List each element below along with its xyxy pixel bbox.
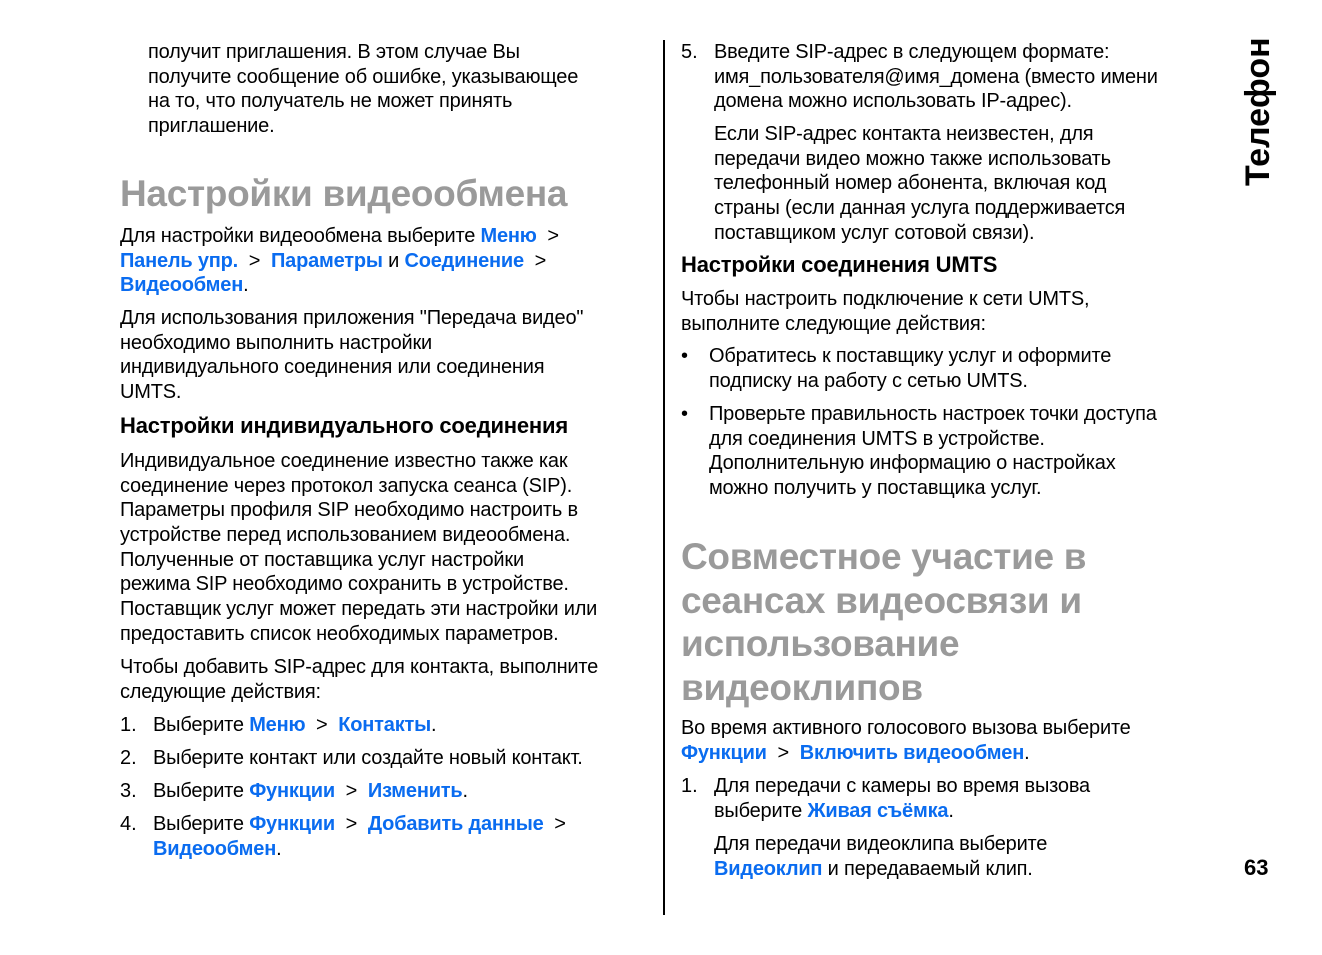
text: Чтобы добавить SIP-адрес для контакта, выполните [120,656,599,678]
text-line [714,65,1158,90]
text-line [120,224,559,249]
text: приглашение. [148,115,275,138]
text-line [709,344,1111,369]
text: получите сообщение об ошибке, указывающее [148,65,579,88]
text-line [120,331,583,356]
text: Обратитесь к поставщику услуг и оформите [709,345,1112,367]
text: > [334,813,368,835]
text-line [120,680,598,705]
text-line [709,427,1157,452]
text: и [382,249,405,272]
text: выполните следующие действия: [681,312,986,335]
text: Выберите [153,813,250,835]
step-4 [153,812,566,861]
text: . [948,799,954,822]
menu-link[interactable]: Параметры [270,249,383,272]
text: индивидуального соединения или соединения [120,356,545,379]
text: Во время активного голосового вызова выберите [681,717,1131,739]
text-line [681,287,1089,312]
text-line [120,474,597,499]
text-line [714,857,1047,882]
text: UMTS. [120,381,182,404]
text-line [714,89,1158,114]
p-usage [120,306,583,405]
text-line [714,221,1125,246]
text-line [709,369,1111,394]
text: Для использования приложения "Передача видео" [120,307,584,329]
text: > [536,225,559,247]
text: Настройки соединения UMTS [681,252,998,277]
text-line [120,355,583,380]
text: Выберите контакт или создайте новый контакт. [153,747,583,769]
text-line [681,252,997,278]
text: > [766,741,800,764]
text: > [238,249,271,272]
step-3 [153,779,468,804]
step-5 [714,40,1158,114]
text-line [120,597,597,622]
text: выберите [714,799,808,822]
text-line [681,666,1086,710]
text: и передаваемый клип. [822,857,1033,880]
p-menu-path [120,224,559,298]
text-line [153,812,566,837]
text-line [120,572,597,597]
text-line [714,122,1125,147]
text: Настройки индивидуального соединения [120,413,568,438]
text: . [1024,741,1030,764]
text: Выберите [153,780,250,802]
menu-link[interactable]: Видеообмен [120,274,244,297]
section-side-title: Телефон [1239,37,1277,186]
list-marker: 1. [120,714,137,736]
menu-link[interactable]: Изменить [367,780,463,802]
text: можно получить у поставщика услуг. [709,477,1042,500]
list-marker: 2. [120,747,137,769]
list-marker: • [681,403,689,425]
menu-link[interactable]: Функции [249,780,335,802]
text-line [120,449,597,474]
text-line [120,523,597,548]
text-line [120,498,597,523]
bullet-1 [709,344,1111,393]
text-line [153,713,436,738]
menu-link[interactable]: Меню [249,714,306,736]
menu-link[interactable]: Видеоклип [714,857,823,880]
text-line [153,746,583,771]
text-line [681,716,1131,741]
text: > [543,813,566,835]
p-add-sip [120,655,598,704]
text: > [334,780,368,802]
p-during-call [681,716,1131,765]
text: Для настройки видеообмена выберите [120,225,481,247]
text: телефонный номер абонента, включая код [714,172,1107,195]
text: устройстве перед использованием видеообмена. [120,524,571,547]
text-line [681,579,1086,623]
text-line [120,622,597,647]
h-sharing [681,535,1086,709]
text: предоставить список необходимых параметров. [120,622,559,645]
text-line [148,114,578,139]
menu-link[interactable]: Видеообмен [153,837,277,860]
text: страны (если данная услуга поддерживается [714,197,1126,220]
text-line [714,196,1125,221]
text: . [243,274,249,297]
menu-link[interactable]: Функции [249,813,335,835]
text-line [714,774,1090,799]
p-videoclip [714,832,1047,881]
menu-link[interactable]: Соединение [404,249,524,272]
text: видеоклипов [681,666,923,708]
text-line [681,312,1089,337]
text-line [148,89,578,114]
p-intro [148,40,578,139]
text-line [714,171,1125,196]
p-unknown-sip [714,122,1125,245]
text: . [276,837,282,860]
text: Для передачи с камеры во время вызова [714,775,1090,797]
text: домена можно использовать IP-адрес). [714,90,1072,113]
text: сеансах видеосвязи и [681,579,1082,621]
step-1 [153,713,436,738]
text-line [120,273,559,298]
text-line [681,622,1086,666]
text: следующие действия: [120,680,321,703]
menu-link[interactable]: Живая съёмка [807,799,949,822]
text-line [120,380,583,405]
text: Настройки видеообмена [120,173,568,214]
text-line [714,799,1090,824]
text-line [714,147,1125,172]
h-video-settings [120,172,567,216]
text: поставщиком услуг сотовой связи). [714,221,1035,244]
text: > [523,249,547,272]
text: режима SIP необходимо сохранить в устройстве. [120,573,569,596]
page-number: 63 [1244,855,1269,880]
text: > [305,714,339,736]
text-line [148,40,578,65]
text: Совместное участие в [681,536,1087,577]
text-line [709,402,1157,427]
menu-link[interactable]: Меню [480,225,537,247]
text: Индивидуальное соединение известно также как [120,450,568,472]
text: Дополнительную информацию о настройках [709,452,1116,475]
text-line [120,413,568,439]
text-line [714,40,1158,65]
text: Введите SIP-адрес в следующем формате: [714,41,1110,63]
text: Полученные от поставщика услуг настройки [120,548,524,571]
text: имя_пользователя@имя_домена (вместо имени [714,65,1158,88]
p-sip [120,449,597,647]
text-line [120,306,583,331]
h-individual [120,413,568,439]
text-line [709,451,1157,476]
column-divider [663,40,665,915]
text-line [681,741,1131,766]
list-marker: 1. [681,775,698,797]
text-line [120,548,597,573]
text-line [120,249,559,274]
text-line [153,779,468,804]
text: Проверьте правильность настроек точки доступа [709,403,1157,425]
text: получит приглашения. В этом случае Вы [148,41,520,63]
text: Если SIP-адрес контакта неизвестен, для [714,123,1094,145]
menu-link[interactable]: Добавить данные [367,813,544,835]
text: на то, что получатель не может принять [148,90,513,113]
text: Выберите [153,714,250,736]
bullet-2 [709,402,1157,501]
text-line [120,172,567,216]
text-line [681,535,1086,579]
text: . [430,714,437,736]
text-line [148,65,578,90]
text: Чтобы настроить подключение к сети UMTS, [681,288,1090,310]
text: Параметры профиля SIP необходимо настроить в [120,499,578,522]
menu-link[interactable]: Функции [681,741,767,764]
text-line [153,837,566,862]
p-umts [681,287,1089,336]
menu-link[interactable]: Включить видеообмен [799,741,1025,764]
list-marker: 4. [120,813,137,835]
list-marker: 3. [120,780,137,802]
h-umts [681,252,997,278]
text-line [714,832,1047,857]
text: Поставщик услуг может передать эти настройки или [120,598,598,621]
text: Для передачи видеоклипа выберите [714,833,1048,855]
text: подписку на работу с сетью UMTS. [709,369,1028,392]
step-2 [153,746,583,771]
text: необходимо выполнить настройки [120,331,433,354]
text: использование [681,623,960,664]
menu-link[interactable]: Контакты [338,714,431,736]
share-step-1 [714,774,1090,823]
text-line [709,476,1157,501]
text: . [462,780,468,802]
menu-link[interactable]: Панель упр. [120,249,239,272]
text: для соединения UMTS в устройстве. [709,427,1045,450]
text: передачи видео можно также использовать [714,147,1111,170]
text: соединение через протокол запуска сеанса (SIP). [120,474,573,497]
text-line [120,655,598,680]
list-marker: • [681,345,689,367]
list-marker: 5. [681,41,698,63]
